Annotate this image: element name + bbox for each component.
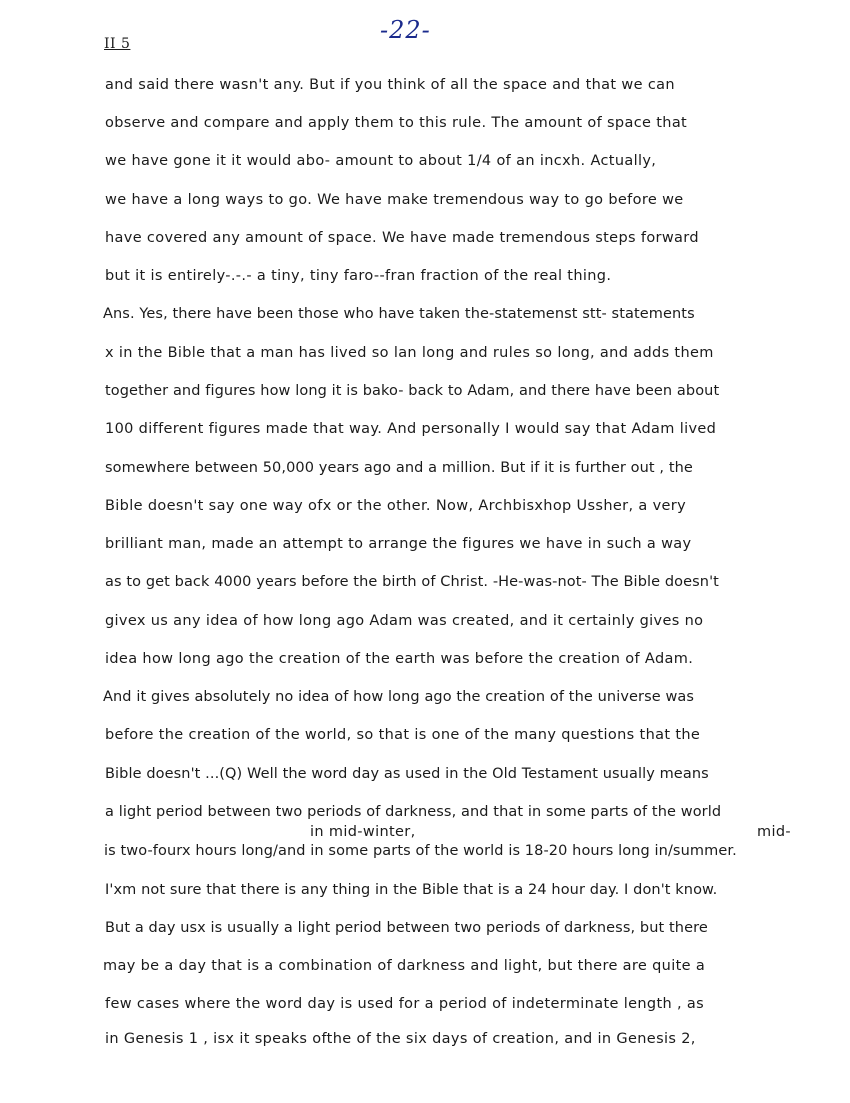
text-line: may be a day that is a combination of darkness and light, but there are quite a <box>103 958 706 974</box>
text-line: givex us any idea of how long ago Adam was created, and it certainly gives no <box>105 613 704 629</box>
text-line: x in the Bible that a man has lived so lan long and rules so long, and adds them <box>105 345 714 361</box>
page-number: -22- <box>380 16 431 44</box>
section-mark: II 5 <box>104 36 131 52</box>
answer-line: Ans. Yes, there have been those who have taken the-statemenst stt- statements <box>103 306 695 322</box>
text-line: as to get back 4000 years before the birth of Christ. -He-was-not- The Bible doesn't <box>105 574 719 590</box>
text-line: 100 different figures made that way. And personally I would say that Adam lived <box>105 421 717 437</box>
text-line: few cases where the word day is used for a period of indeterminate length , as <box>105 996 705 1012</box>
text-line: we have a long ways to go. We have make tremendous way to go before we <box>105 192 684 208</box>
text-line: have covered any amount of space. We have made tremendous steps forward <box>105 230 699 246</box>
text-line: Bible doesn't say one way ofx or the other. Now, Archbisxhop Ussher, a very <box>105 498 687 514</box>
text-line: And it gives absolutely no idea of how long ago the creation of the universe was <box>103 689 695 705</box>
text-line: But a day usx is usually a light period between two periods of darkness, but there <box>105 920 708 936</box>
text-line: but it is entirely-.-.- a tiny, tiny faro--fran fraction of the real thing. <box>105 268 612 284</box>
handwritten-insertion: in mid-winter, <box>310 824 416 840</box>
text-line: brilliant man, made an attempt to arrange the figures we have in such a way <box>105 536 692 552</box>
text-line: I'xm not sure that there is any thing in the Bible that is a 24 hour day. I don't know. <box>105 882 718 898</box>
text-line: before the creation of the world, so that is one of the many questions that the <box>105 727 701 743</box>
text-line: and said there wasn't any. But if you think of all the space and that we can <box>105 77 675 93</box>
text-line: idea how long ago the creation of the earth was before the creation of Adam. <box>105 651 694 667</box>
text-line: Bible doesn't ...(Q) Well the word day as used in the Old Testament usually means <box>105 766 709 782</box>
text-line: we have gone it it would abo- amount to about 1/4 of an incxh. Actually, <box>105 153 657 169</box>
text-line: a light period between two periods of darkness, and that in some parts of the world <box>105 804 722 820</box>
text-line: in Genesis 1 , isx it speaks ofthe of the six days of creation, and in Genesis 2, <box>105 1031 696 1047</box>
text-line: observe and compare and apply them to this rule. The amount of space that <box>105 115 688 131</box>
handwritten-insertion: mid- <box>757 824 791 840</box>
text-line: somewhere between 50,000 years ago and a million. But if it is further out , the <box>105 460 693 476</box>
text-line: is two-fourx hours long/and in some parts of the world is 18-20 hours long in/summer. <box>104 843 737 859</box>
text-line: together and figures how long it is bako- back to Adam, and there have been about <box>105 383 720 399</box>
